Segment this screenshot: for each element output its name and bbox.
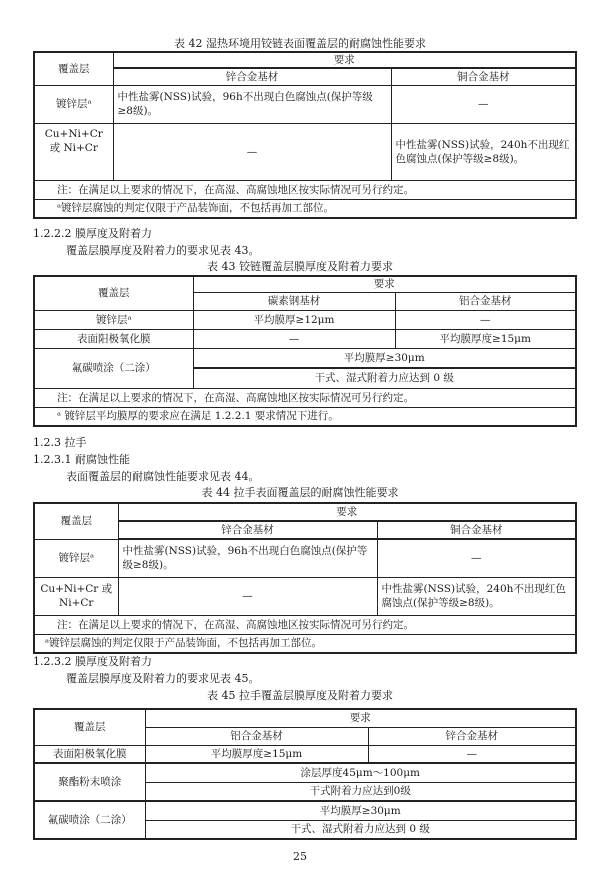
row-cell: 平均膜厚≥30μm	[193, 348, 576, 368]
table-note: 注：在满足以上要求的情况下，在高湿、高腐蚀地区按实际情况可另行约定。	[34, 180, 576, 199]
header-col1: 碳素钢基材	[193, 292, 395, 310]
header-col1: 铝合金基材	[145, 727, 368, 745]
table-42	[33, 51, 577, 219]
header-col2: 铜合金基材	[377, 521, 576, 539]
table-44	[33, 502, 577, 654]
header-requirement: 要求	[113, 52, 576, 68]
header-layer: 覆盖层	[34, 52, 113, 85]
row-cell: 中性盐雾(NSS)试验，96h不出现白色腐蚀点(保护等级≥8级)。	[118, 539, 377, 577]
row-cell: 涂层厚度45μm～100μm	[145, 763, 576, 782]
header-requirement: 要求	[145, 709, 576, 727]
section-heading: 1.2.3.2 膜厚度及附着力	[33, 655, 152, 668]
row-cell: 干式附着力应达到0级	[145, 782, 576, 801]
row-layer: 氟碳喷涂（二涂）	[34, 801, 145, 839]
table-42-caption: 表 42 湿热环境用铰链表面覆盖层的耐腐蚀性能要求	[174, 37, 426, 50]
header-col2: 铝合金基材	[395, 292, 576, 310]
table-43	[33, 275, 577, 427]
table-footnote: ᵃ镀锌层腐蚀的判定仅限于产品装饰面，不包括再加工部位。	[34, 634, 576, 653]
row-cell: 干式、湿式附着力应达到 0 级	[193, 368, 576, 388]
header-layer: 覆盖层	[34, 276, 193, 310]
row-layer: 表面阳极氧化膜	[34, 329, 193, 348]
table-note: 注：在满足以上要求的情况下，在高湿、高腐蚀地区按实际情况可另行约定。	[34, 388, 576, 407]
row-cell: —	[377, 539, 576, 577]
table-43-caption: 表 43 铰链覆盖层膜厚度及附着力要求	[207, 260, 393, 273]
row-cell: —	[395, 310, 576, 329]
row-cell: —	[368, 745, 576, 763]
table-footnote: ᵃ镀锌层腐蚀的判定仅限于产品装饰面，不包括再加工部位。	[34, 199, 576, 218]
header-requirement: 要求	[118, 503, 576, 521]
row-layer: 镀锌层ᵃ	[34, 310, 193, 329]
row-cell: 中性盐雾(NSS)试验，240h不出现红色腐蚀点(保护等级≥8级)。	[391, 123, 576, 180]
table-44-caption: 表 44 拉手表面覆盖层的耐腐蚀性能要求	[201, 486, 399, 499]
section-text: 覆盖层膜厚度及附着力的要求见表 45。	[66, 672, 260, 685]
page-number: 25	[293, 850, 307, 863]
row-layer: 聚酯粉末喷涂	[34, 763, 145, 801]
row-cell: —	[391, 85, 576, 123]
table-footnote: ᵃ 镀锌层平均膜厚的要求应在满足 1.2.2.1 要求情况下进行。	[34, 407, 576, 426]
header-col2: 锌合金基材	[368, 727, 576, 745]
row-layer: 镀锌层ᵃ	[34, 85, 113, 123]
section-heading: 1.2.2.2 膜厚度及附着力	[33, 227, 152, 240]
row-layer: Cu+Ni+Cr 或 Ni+Cr	[34, 577, 118, 615]
row-cell: 平均膜厚度≥15μm	[145, 745, 368, 763]
table-45	[33, 708, 577, 840]
table-note: 注：在满足以上要求的情况下，在高湿、高腐蚀地区按实际情况可另行约定。	[34, 615, 576, 634]
row-layer: 表面阳极氧化膜	[34, 745, 145, 763]
row-layer: 镀锌层ᵃ	[34, 539, 118, 577]
section-text: 覆盖层膜厚度及附着力的要求见表 43。	[66, 244, 260, 257]
row-cell: 中性盐雾(NSS)试验，96h不出现白色腐蚀点(保护等级≥8级)。	[113, 85, 391, 123]
header-layer: 覆盖层	[34, 503, 118, 539]
row-layer: 氟碳喷涂（二涂）	[34, 348, 193, 388]
header-col1: 锌合金基材	[113, 68, 391, 85]
section-heading: 1.2.3.1 耐腐蚀性能	[33, 453, 130, 466]
row-cell: 平均膜厚度≥15μm	[395, 329, 576, 348]
header-layer: 覆盖层	[34, 709, 145, 745]
row-cell: —	[193, 329, 395, 348]
row-cell: —	[118, 577, 377, 615]
header-col2: 铜合金基材	[391, 68, 576, 85]
row-cell: 平均膜厚≥30μm	[145, 801, 576, 820]
row-cell: 干式、湿式附着力应达到 0 级	[145, 820, 576, 839]
row-cell: 平均膜厚≥12μm	[193, 310, 395, 329]
section-heading: 1.2.3 拉手	[33, 436, 87, 449]
table-45-caption: 表 45 拉手覆盖层膜厚度及附着力要求	[207, 689, 393, 702]
header-requirement: 要求	[193, 276, 576, 292]
header-col1: 锌合金基材	[118, 521, 377, 539]
row-cell: —	[113, 123, 391, 180]
section-text: 表面覆盖层的耐腐蚀性能要求见表 44。	[66, 470, 260, 483]
row-layer: Cu+Ni+Cr 或 Ni+Cr	[34, 123, 113, 180]
row-cell: 中性盐雾(NSS)试验，240h不出现红色腐蚀点(保护等级≥8级)。	[377, 577, 576, 615]
